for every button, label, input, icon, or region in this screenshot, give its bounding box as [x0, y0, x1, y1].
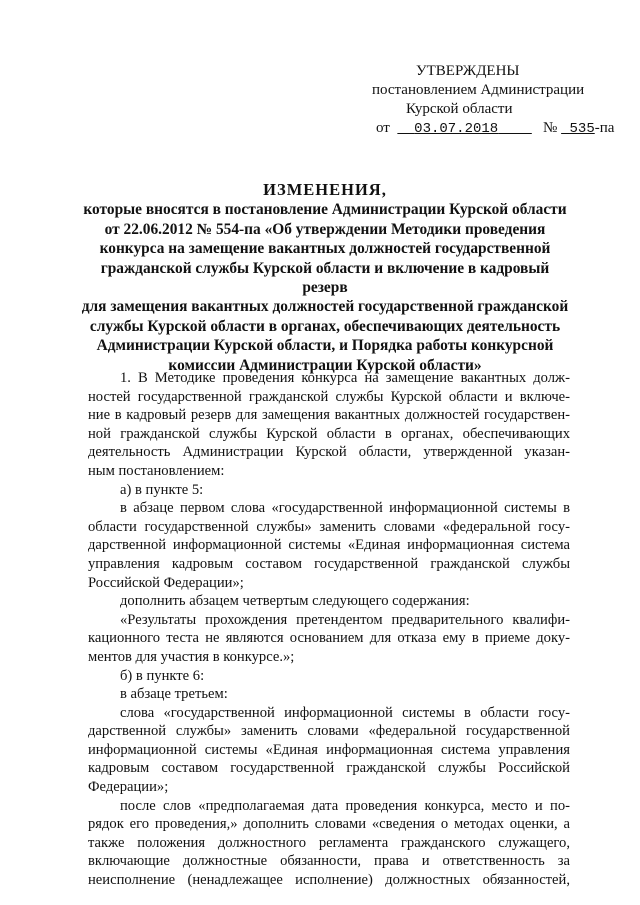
paragraph-1-line: ной гражданской службы Курской области в органах, обеспечивающих — [88, 425, 570, 442]
approval-title: УТВЕРЖДЕНЫ — [416, 63, 520, 79]
paragraph-9: после слов «предполагаемая дата проведения конкурса, место и по- — [120, 797, 570, 814]
paragraph-9-line: неисполнение (ненадлежащее исполнение) должностных обязанностей, — [88, 872, 570, 889]
paragraph-1-line: ние в кадровый резерв для замещения вакантных должностей государствен- — [88, 407, 570, 424]
paragraph-2: а) в пункте 5: — [120, 481, 204, 498]
paragraph-3-line: управления кадровым составом государственной гражданской службы — [88, 555, 570, 572]
paragraph-3-line: дарственной информационной системы «Единая информационная система — [88, 537, 570, 554]
number-prefix: № — [543, 120, 558, 136]
title-line: конкурса на замещение вакантных должностей государственной — [99, 240, 551, 258]
paragraph-1-line: ным постановлением: — [88, 462, 225, 479]
paragraph-8: слова «государственной информационной системы в области госу- — [120, 704, 570, 721]
paragraph-8-line: кадровым составом государственной гражданской службы Российской — [88, 760, 570, 777]
paragraph-9-line: также положения должностного регламента гражданского служащего, — [88, 834, 570, 851]
approval-block — [372, 62, 615, 139]
date-prefix: от — [376, 120, 390, 136]
paragraph-1-line: деятельность Администрации Курской области, утвержденной указан- — [88, 444, 570, 461]
title-line: для замещения вакантных должностей государственной гражданской — [81, 298, 569, 316]
title-line: службы Курской области в органах, обеспечивающих деятельность — [89, 317, 561, 335]
title-line: комиссии Администрации Курской области» — [168, 356, 482, 374]
title-line: от 22.06.2012 № 554-па «Об утверждении Методики проведения — [104, 220, 546, 238]
approval-region: Курской области — [406, 101, 513, 117]
paragraph-1-line: ностей государственной гражданской службы Курской области и включе- — [88, 388, 570, 405]
paragraph-6: б) в пункте 6: — [120, 667, 205, 684]
paragraph-5-line: ментов для участия в конкурсе.»; — [88, 648, 295, 665]
paragraph-5: «Результаты прохождения претендентом предварительного квалифи- — [120, 611, 570, 628]
paragraph-1: 1. В Методике проведения конкурса на замещение вакантных долж- — [120, 370, 570, 386]
approval-date: 03.07.2018 — [414, 121, 499, 137]
title-line: которые вносятся в постановление Администрации Курской области — [83, 201, 567, 219]
title-line: гражданской службы Курской области и включение в кадровый резерв — [100, 259, 550, 297]
paragraph-7: в абзаце третьем: — [120, 686, 228, 703]
paragraph-9-line: включающие должностные обязанности, права и ответственность за — [88, 853, 570, 870]
title-heading: ИЗМЕНЕНИЯ, — [263, 180, 387, 199]
paragraph-4: дополнить абзацем четвертым следующего содержания: — [120, 593, 470, 610]
paragraph-8-line: информационной системы «Единая информационная система управления — [88, 741, 570, 758]
paragraph-9-line: рядок его проведения,» дополнить словами «сведения о методах оценки, а — [88, 816, 570, 833]
paragraph-8-line: Федерации»; — [88, 779, 169, 796]
approval-date-number — [372, 119, 615, 139]
approval-issuer: постановлением Администрации — [372, 82, 585, 98]
paragraph-3-line: Российской Федерации»; — [88, 574, 244, 591]
number-suffix: -па — [594, 120, 615, 136]
paragraph-3: в абзаце первом слова «государственной информационной системы в — [120, 500, 570, 517]
approval-number: 535 — [569, 121, 595, 137]
document-body — [88, 369, 570, 890]
paragraph-8-line: дарственной службы» заменить словами «федеральной государственной — [88, 723, 570, 740]
title-line: Администрации Курской области, и Порядка работы конкурсной — [96, 337, 554, 355]
paragraph-5-line: кационного теста не являются основанием для отказа ему в приеме доку- — [88, 630, 570, 647]
paragraph-3-line: области государственной службы» заменить словами «федеральной госу- — [88, 518, 570, 535]
document-title — [80, 180, 570, 375]
